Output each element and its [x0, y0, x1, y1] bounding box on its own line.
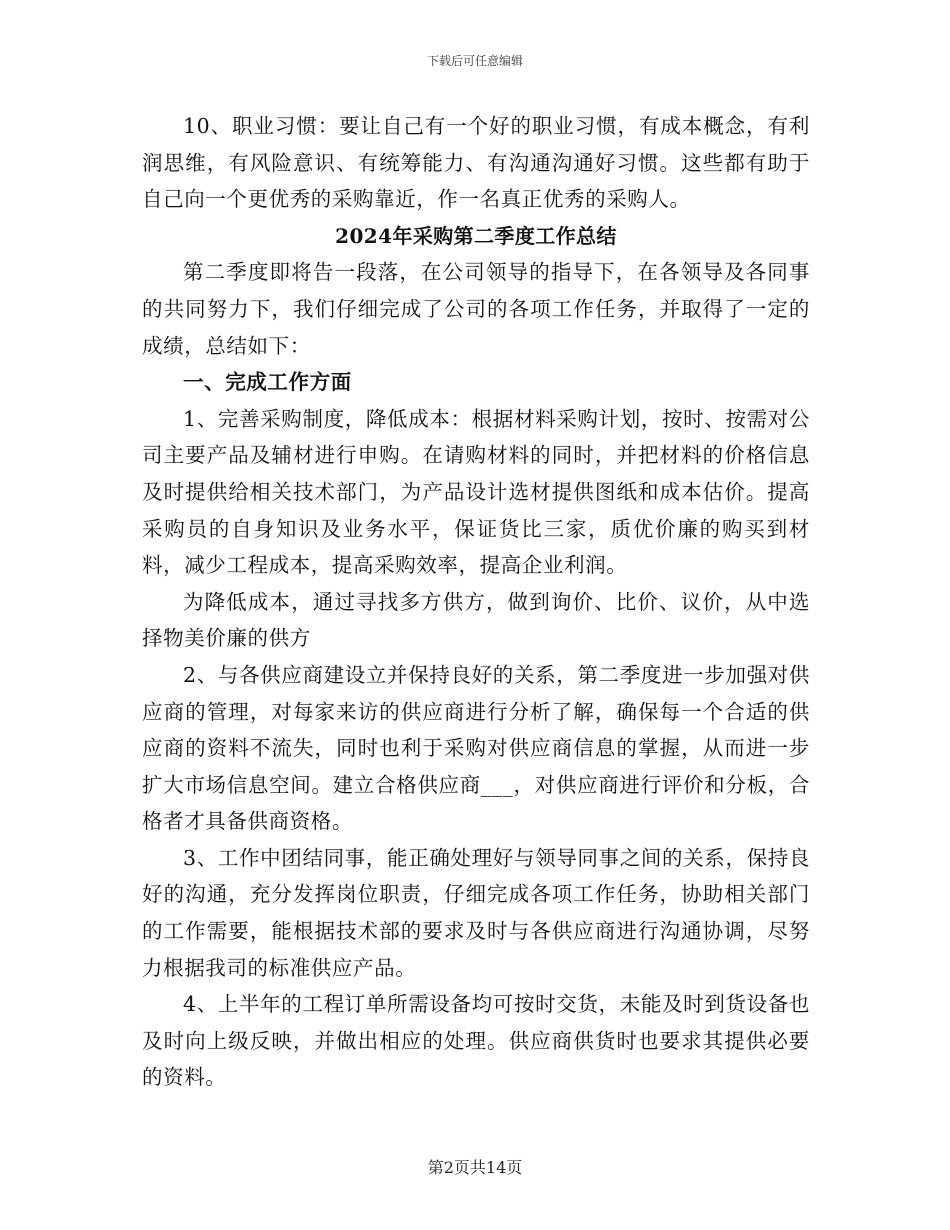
- paragraph-item-1b: 为降低成本，通过寻找多方供方，做到询价、比价、议价，从中选择物美价廉的供方: [142, 589, 810, 651]
- paragraph-item-1: 1、完善采购制度，降低成本：根据材料采购计划，按时、按需对公司主要产品及辅材进行申购。在请购材料的同时，并把材料的价格信息及时提供给相关技术部门，为产品设计选材提供图纸和成本估价。提高采购员的自身知识及业务水平，保证货比三家，质优价廉的购买到材料，减少工程成本，提高采购效率，提高企业利润。: [142, 406, 810, 578]
- paragraph-item-3: 3、工作中团结同事，能正确处理好与领导同事之间的关系，保持良好的沟通，充分发挥岗位职责，仔细完成各项工作任务，协助相关部门的工作需要，能根据技术部的要求及时与各供应商进行沟通协调，尽努力根据我司的标准供应产品。: [142, 845, 810, 980]
- paragraph-item-2: 2、与各供应商建设立并保持良好的关系，第二季度进一步加强对供应商的管理，对每家来访的供应商进行分析了解，确保每一个合适的供应商的资料不流失，同时也利于采购对供应商信息的掌握，从而进一步扩大市场信息空间。建立合格供应商___，对供应商进行评价和分板，合格者才具备供商资格。: [142, 662, 810, 834]
- paragraph-item-4: 4、上半年的工程订单所需设备均可按时交货，未能及时到货设备也及时向上级反映，并做出相应的处理。供应商供货时也要求其提供必要的资料。: [142, 992, 810, 1090]
- document-title: 2024年采购第二季度工作总结: [335, 223, 617, 248]
- page-footer: 第2页共14页: [427, 1158, 523, 1177]
- page-header: 下载后可任意编辑: [426, 54, 523, 68]
- section-heading-1: 一、完成工作方面: [183, 370, 352, 395]
- paragraph-intro: 10、职业习惯：要让自己有一个好的职业习惯，有成本概念，有利润思维，有风险意识、有统筹能力、有沟通沟通好习惯。这些都有助于自己向一个更优秀的采购靠近，作一名真正优秀的采购人。: [142, 114, 810, 212]
- paragraph-opening: 第二季度即将告一段落，在公司领导的指导下，在各领导及各同事的共同努力下，我们仔细完成了公司的各项工作任务，并取得了一定的成绩，总结如下：: [142, 260, 810, 358]
- document-body: [142, 108, 810, 1096]
